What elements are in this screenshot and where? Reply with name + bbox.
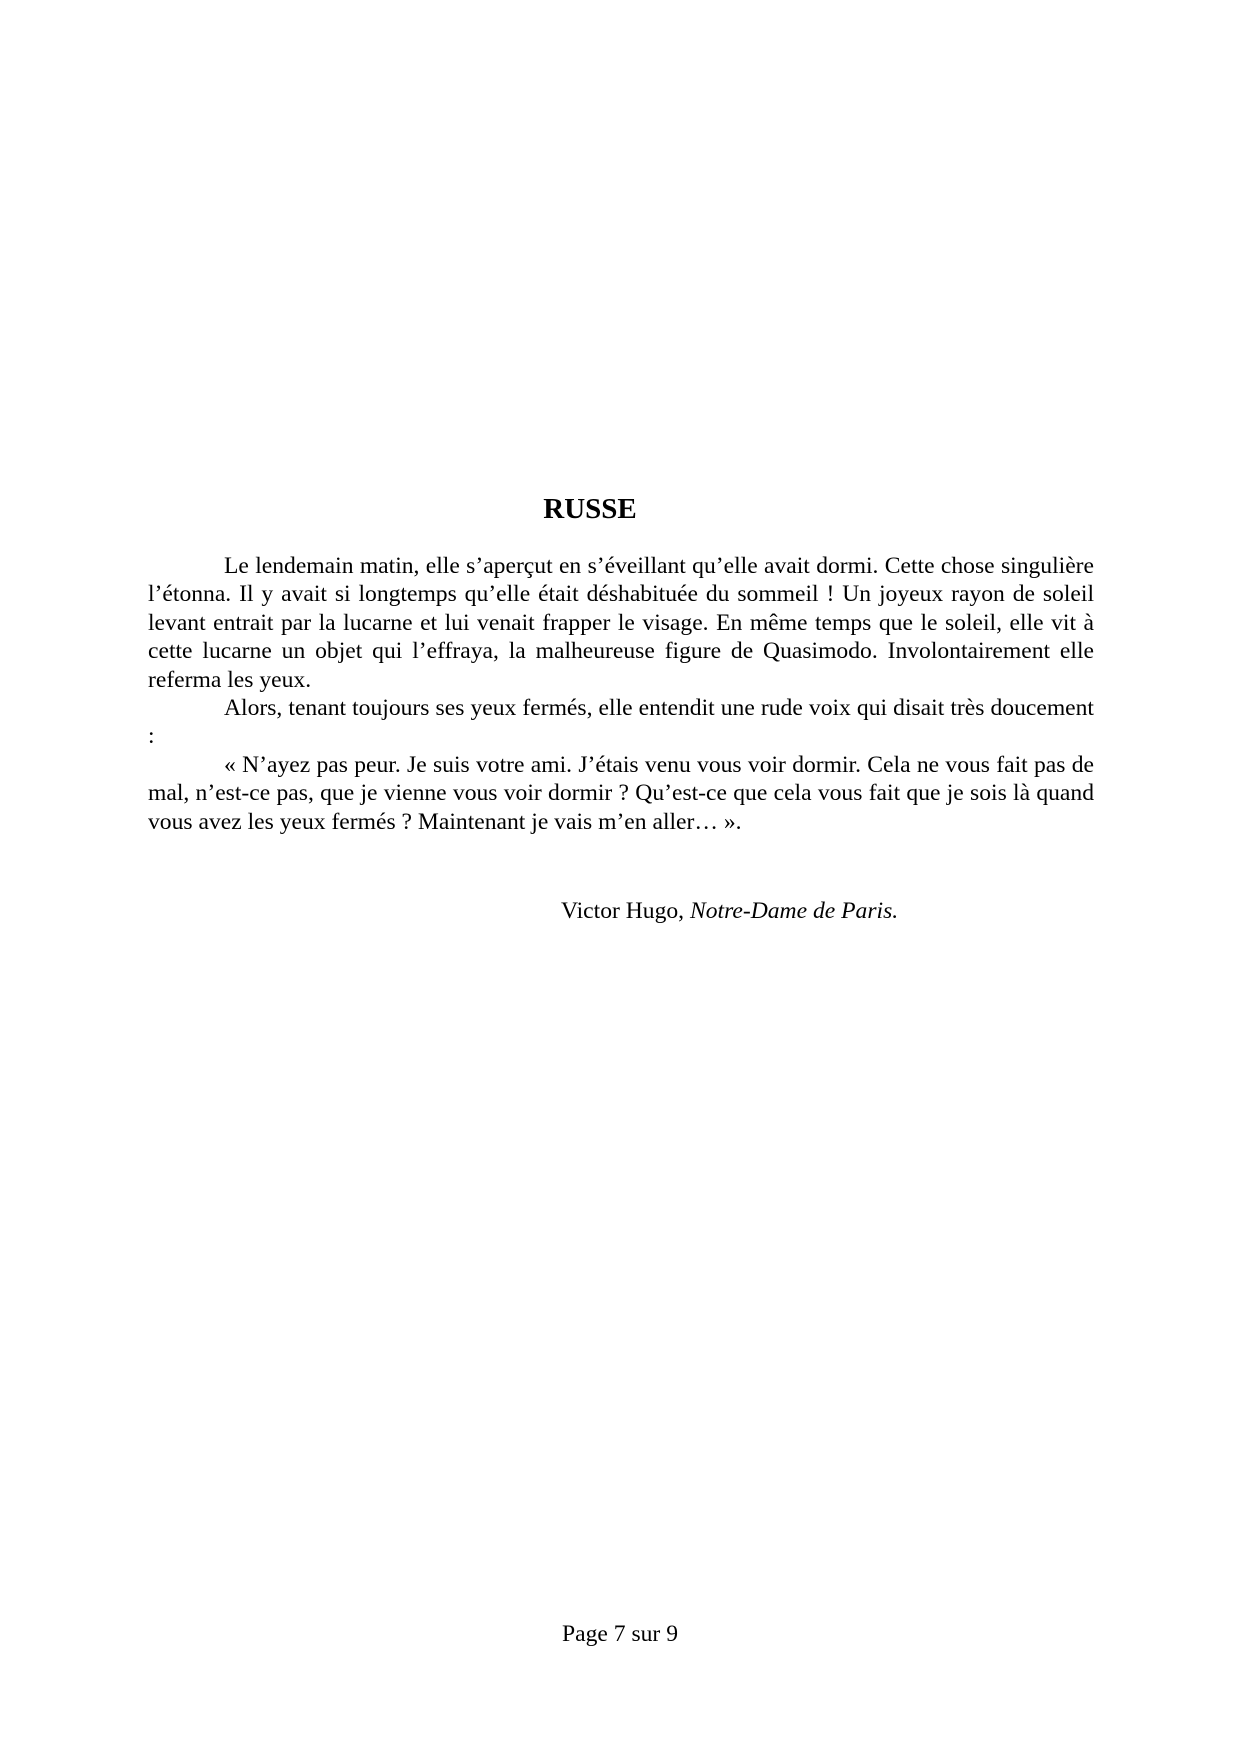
attribution-work: Notre-Dame de Paris. xyxy=(690,898,899,924)
paragraph: « N’ayez pas peur. Je suis votre ami. J’étais venu vous voir dormir. Cela ne vous fait pas de mal, n’est-ce pas, que je vienne vous voir dormir ? Qu’est-ce que cela vous fait que je sois là quand vous avez les yeux fermés ? Maintenant je vais m’en aller… ». xyxy=(148,751,1094,835)
document-title: RUSSE xyxy=(543,493,637,525)
paragraph: Alors, tenant toujours ses yeux fermés, elle entendit une rude voix qui disait très doucement : xyxy=(148,695,1094,750)
document-body xyxy=(148,552,1094,836)
paragraph: Le lendemain matin, elle s’aperçut en s’éveillant qu’elle avait dormi. Cette chose singulière l’étonna. Il y avait si longtemps qu’elle était déshabituée du sommeil ! Un joyeux rayon de soleil levant entrait par la lucarne et lui venait frapper le visage. En même temps que le soleil, elle vit à cette lucarne un objet qui l’effraya, la malheureuse figure de Quasimodo. Involontairement elle referma les yeux. xyxy=(148,553,1094,693)
page-number: Page 7 sur 9 xyxy=(562,1621,678,1647)
attribution xyxy=(561,897,898,925)
attribution-author: Victor Hugo, xyxy=(561,898,685,924)
